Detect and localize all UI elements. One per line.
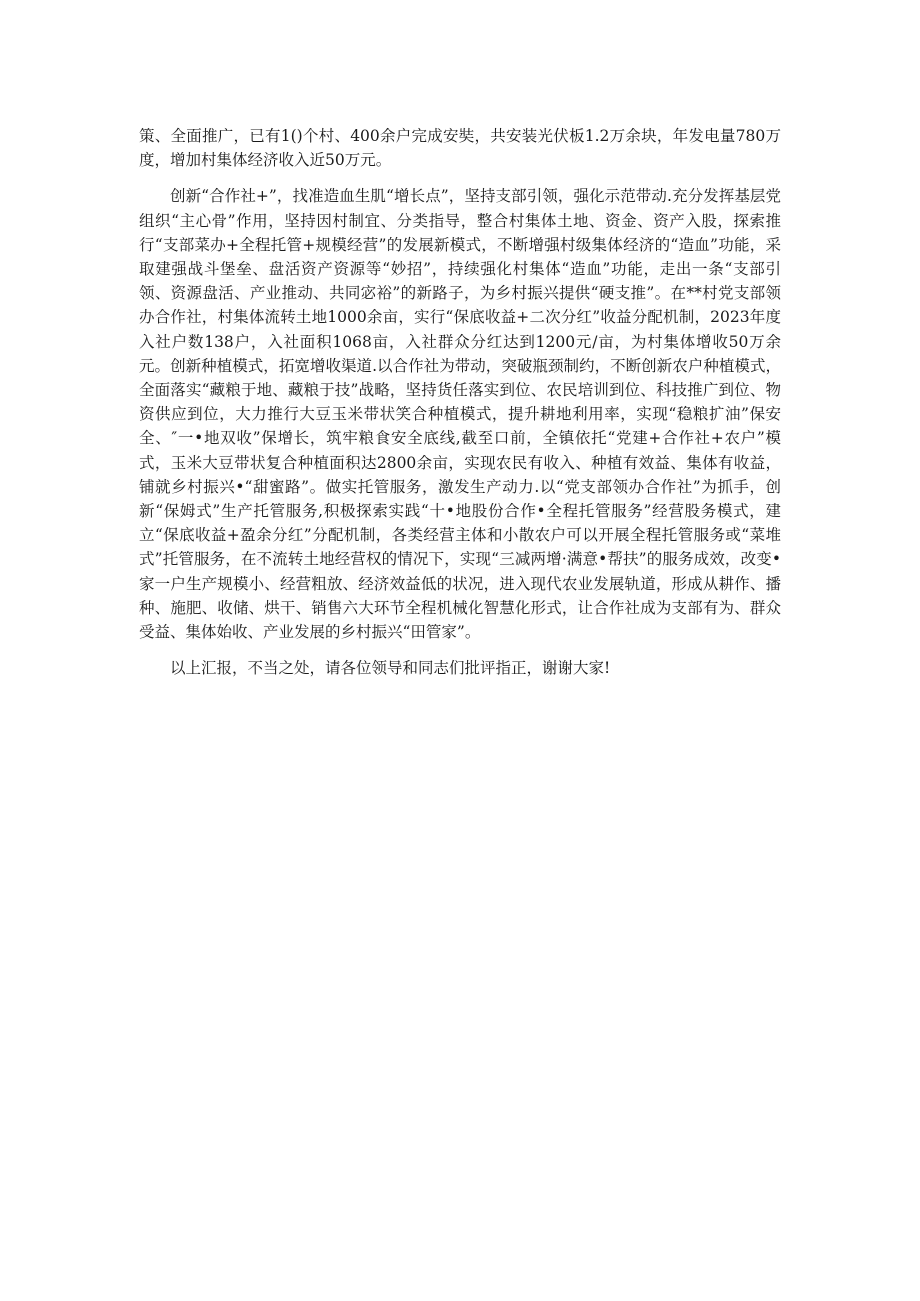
document-body (139, 124, 781, 680)
paragraph-continuation: 策、全面推广，已有1()个村、400余户完成安奘，共安装光伏板1.2万余块，年发电量780万度，增加村集体经济收入近50万元。 (139, 127, 781, 170)
paragraph-cooperative: 创新“合作社+”，找准造血生肌“增长点”，坚持支部引领，强化示范带动.充分发挥基层党组织“主心骨”作用，坚持因村制宜、分类指导，整合村集体土地、资金、资产入股，探索推行“支部菜办+全程托管+规模经营”的发展新模式，不断增强村级集体经济的“造血”功能，采取建强战斗堡垒、盘活资产资源等“妙招”，持续强化村集体“造血”功能，走出一条“支部引领、资源盘活、产业推动、共同宓裕”的新路子，为乡村振兴提供“硬支推”。在**村党支部领办合作社，村集体流转土地1000余亩，实行“保底收益+二次分红”收益分配机制，2023年度入社户数138户，入社面积1068亩，入社群众分红达到1200元/亩，为村集体增收50万余元。创新种植模式，拓宽增收渠道.以合作社为带动，突破瓶颈制约，不断创新农户种植模式，全面落实“藏粮于地、藏粮于技”战略，坚持货任落实到位、农民培训到位、科技推广到位、物资供应到位，大力推行大豆玉米带状笑合种植模式，提升耕地利用率，实现“稳粮扩油”保安全、″一•地双收”保增长，筑牢粮食安全底线,截至口前，全镇依托“党建+合作社+农户”模式，玉米大豆带状复合种植面积达2800余亩，实现农民有收入、种植有效益、集体有收益，铺就乡村振兴•“甜蜜路”。做实托管服务，激发生产动力.以“党支部领办合作社”为抓手，创新“保姆式”生产托管服务,积极探索实践“十•地股份合作•全程托管服务”经营股务模式，建立“保底收益+盈余分红”分配机制，各类经营主体和小散农户可以开展全程托管服务或“菜堆式”托管服务，在不流转土地经营权的情况下，实现“三减两增·满意•帮扶”的服务成效，改变•家一户生产规模小、经营粗放、经济效益低的状况，进入现代农业发展轨道，形成从耕作、播种、施肥、收储、烘干、销售六大环节全程机械化智慧化形式，让合作社成为支部有为、群众受益、集体始收、产业发展的乡村振兴“田管家”。 (139, 187, 781, 642)
paragraph-closing: 以上汇报，不当之处，请各位领导和同志们批评指正，谢谢大家! (170, 659, 611, 678)
